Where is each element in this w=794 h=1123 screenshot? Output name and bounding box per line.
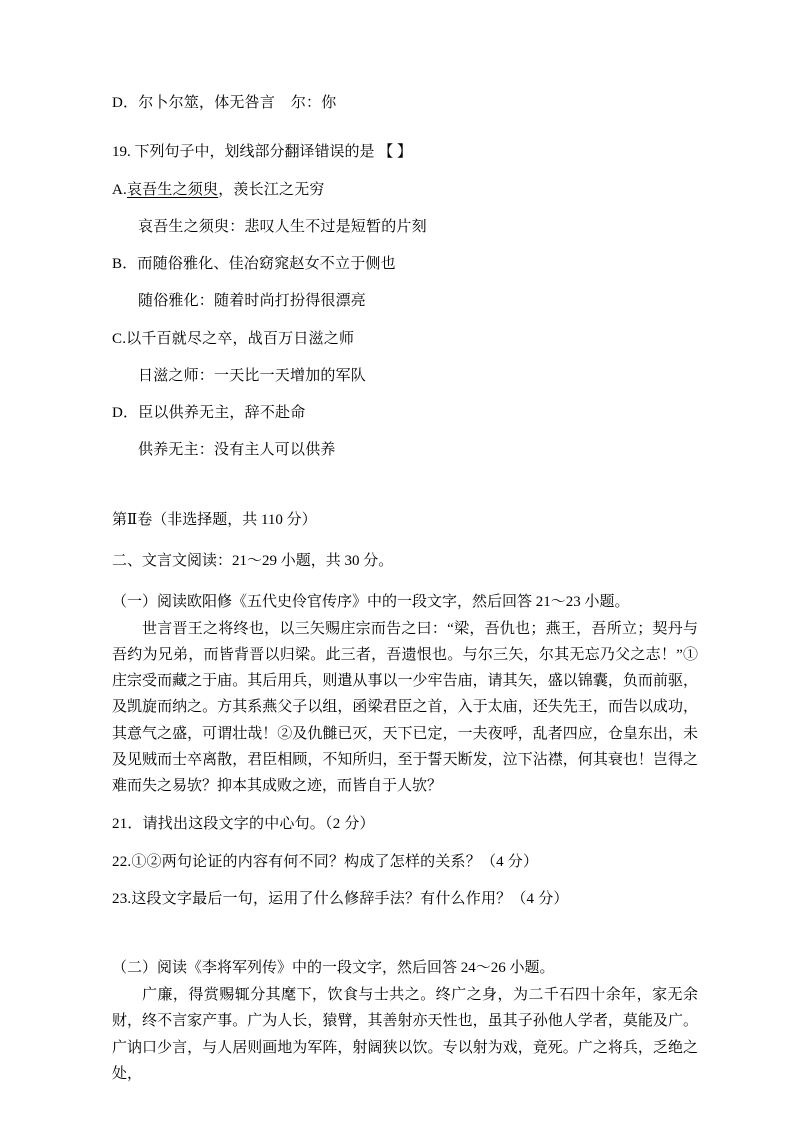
spacer [112,165,698,179]
option-a-explanation: 哀吾生之须臾：悲叹人生不过是短暂的片刻 [138,218,427,235]
option-underlined-text: 哀吾生之须臾 [126,181,219,198]
spacer [112,202,698,216]
option-rest-text: ，羡长江之无穷 [218,181,325,198]
option-item-c: C.以千百就尽之卒，战百万日滋之师 [112,330,355,347]
option-c-explanation: 日滋之师：一天比一天增加的军队 [138,367,367,384]
passage-1-text: 世言晋王之将终也，以三矢赐庄宗而告之曰：“梁，吾仇也；燕王，吾所立；契丹与吾约为兄弟，而皆背晋以归梁。此三者，吾遗恨也。与尔三矢，尔其无忘乃父之志！”①庄宗受而藏之于庙。其后用兵，则遣从事以一少牢告庙，请其矢，盛以锦囊，负而前驱，及凯旋而纳之。方其系燕父子以组，函梁君臣之首，入于太庙，还失先王，而告以成功，其意气之盛，可谓壮哉！②及仇雠已灭，天下已定，一夫夜呼，乱者四应，仓皇东出，未及见贼而士卒离散，君臣相顾，不知所归，至于誓天断发，泣下沾襟，何其衰也！岂得之难而失之易欤？抑本其成败之迹，而皆自于人欤？ [112,620,698,794]
spacer [112,239,698,253]
spacer [112,314,698,328]
spacer [112,837,698,851]
option-item-d: D．臣以供养无主，辞不赴命 [112,405,306,421]
section-classical-reading-heading: 二、文言文阅读：21～29 小题，共 30 分。 [112,552,394,569]
passage-1-heading: （一）阅读欧阳修《五代史伶官传序》中的一段文字，然后回答 21～23 小题。 [112,593,630,610]
question-21: 21．请找出这段文字的中心句。（2 分） [112,816,375,833]
option-d-explanation: 供养无主：没有主人可以供养 [138,442,336,459]
question-22: 22.①②两句论证的内容有何不同？构成了怎样的关系？（4 分） [112,853,539,870]
passage-2-heading: （二）阅读《李将军列传》中的一段文字，然后回答 24～26 小题。 [112,960,555,976]
spacer [112,463,698,507]
option-b-explanation: 随俗雅化：随着时尚打扮得很漂亮 [138,293,367,310]
spacer [112,425,698,439]
spacer [112,575,698,589]
spacer [112,534,698,548]
option-item: D．尔卜尔筮，体无咎言 尔：你 [112,95,337,111]
spacer [112,351,698,365]
spacer [112,799,698,813]
option-item-b: B．而随俗雅化、佳冶窈窕赵女不立于侧也 [112,256,396,272]
option-item-a [112,179,698,202]
question-19-stem: 19. 下列句子中，划线部分翻译错误的是 【 】 [112,144,413,161]
spacer [112,276,698,290]
section-paper-part-2-heading: 第Ⅱ卷（非选择题，共 110 分） [112,511,317,528]
spacer [112,874,698,888]
spacer [112,388,698,402]
spacer [112,115,698,141]
spacer [112,911,698,955]
question-23: 23.这段文字最后一句，运用了什么修辞手法？有什么作用？（4 分） [112,890,569,907]
passage-2-text: 广廉，得赏赐辄分其麾下，饮食与士共之。终广之身，为二千石四十余年，家无余财，终不言家产事。广为人长，猿臂，其善射亦天性也，虽其子孙他人学者，莫能及广。广讷口少言，与人居则画地为军阵，射阔狭以饮。专以射为戏，竟死。广之将兵，乏绝之处， [112,987,698,1082]
option-prefix: A. [112,181,127,198]
